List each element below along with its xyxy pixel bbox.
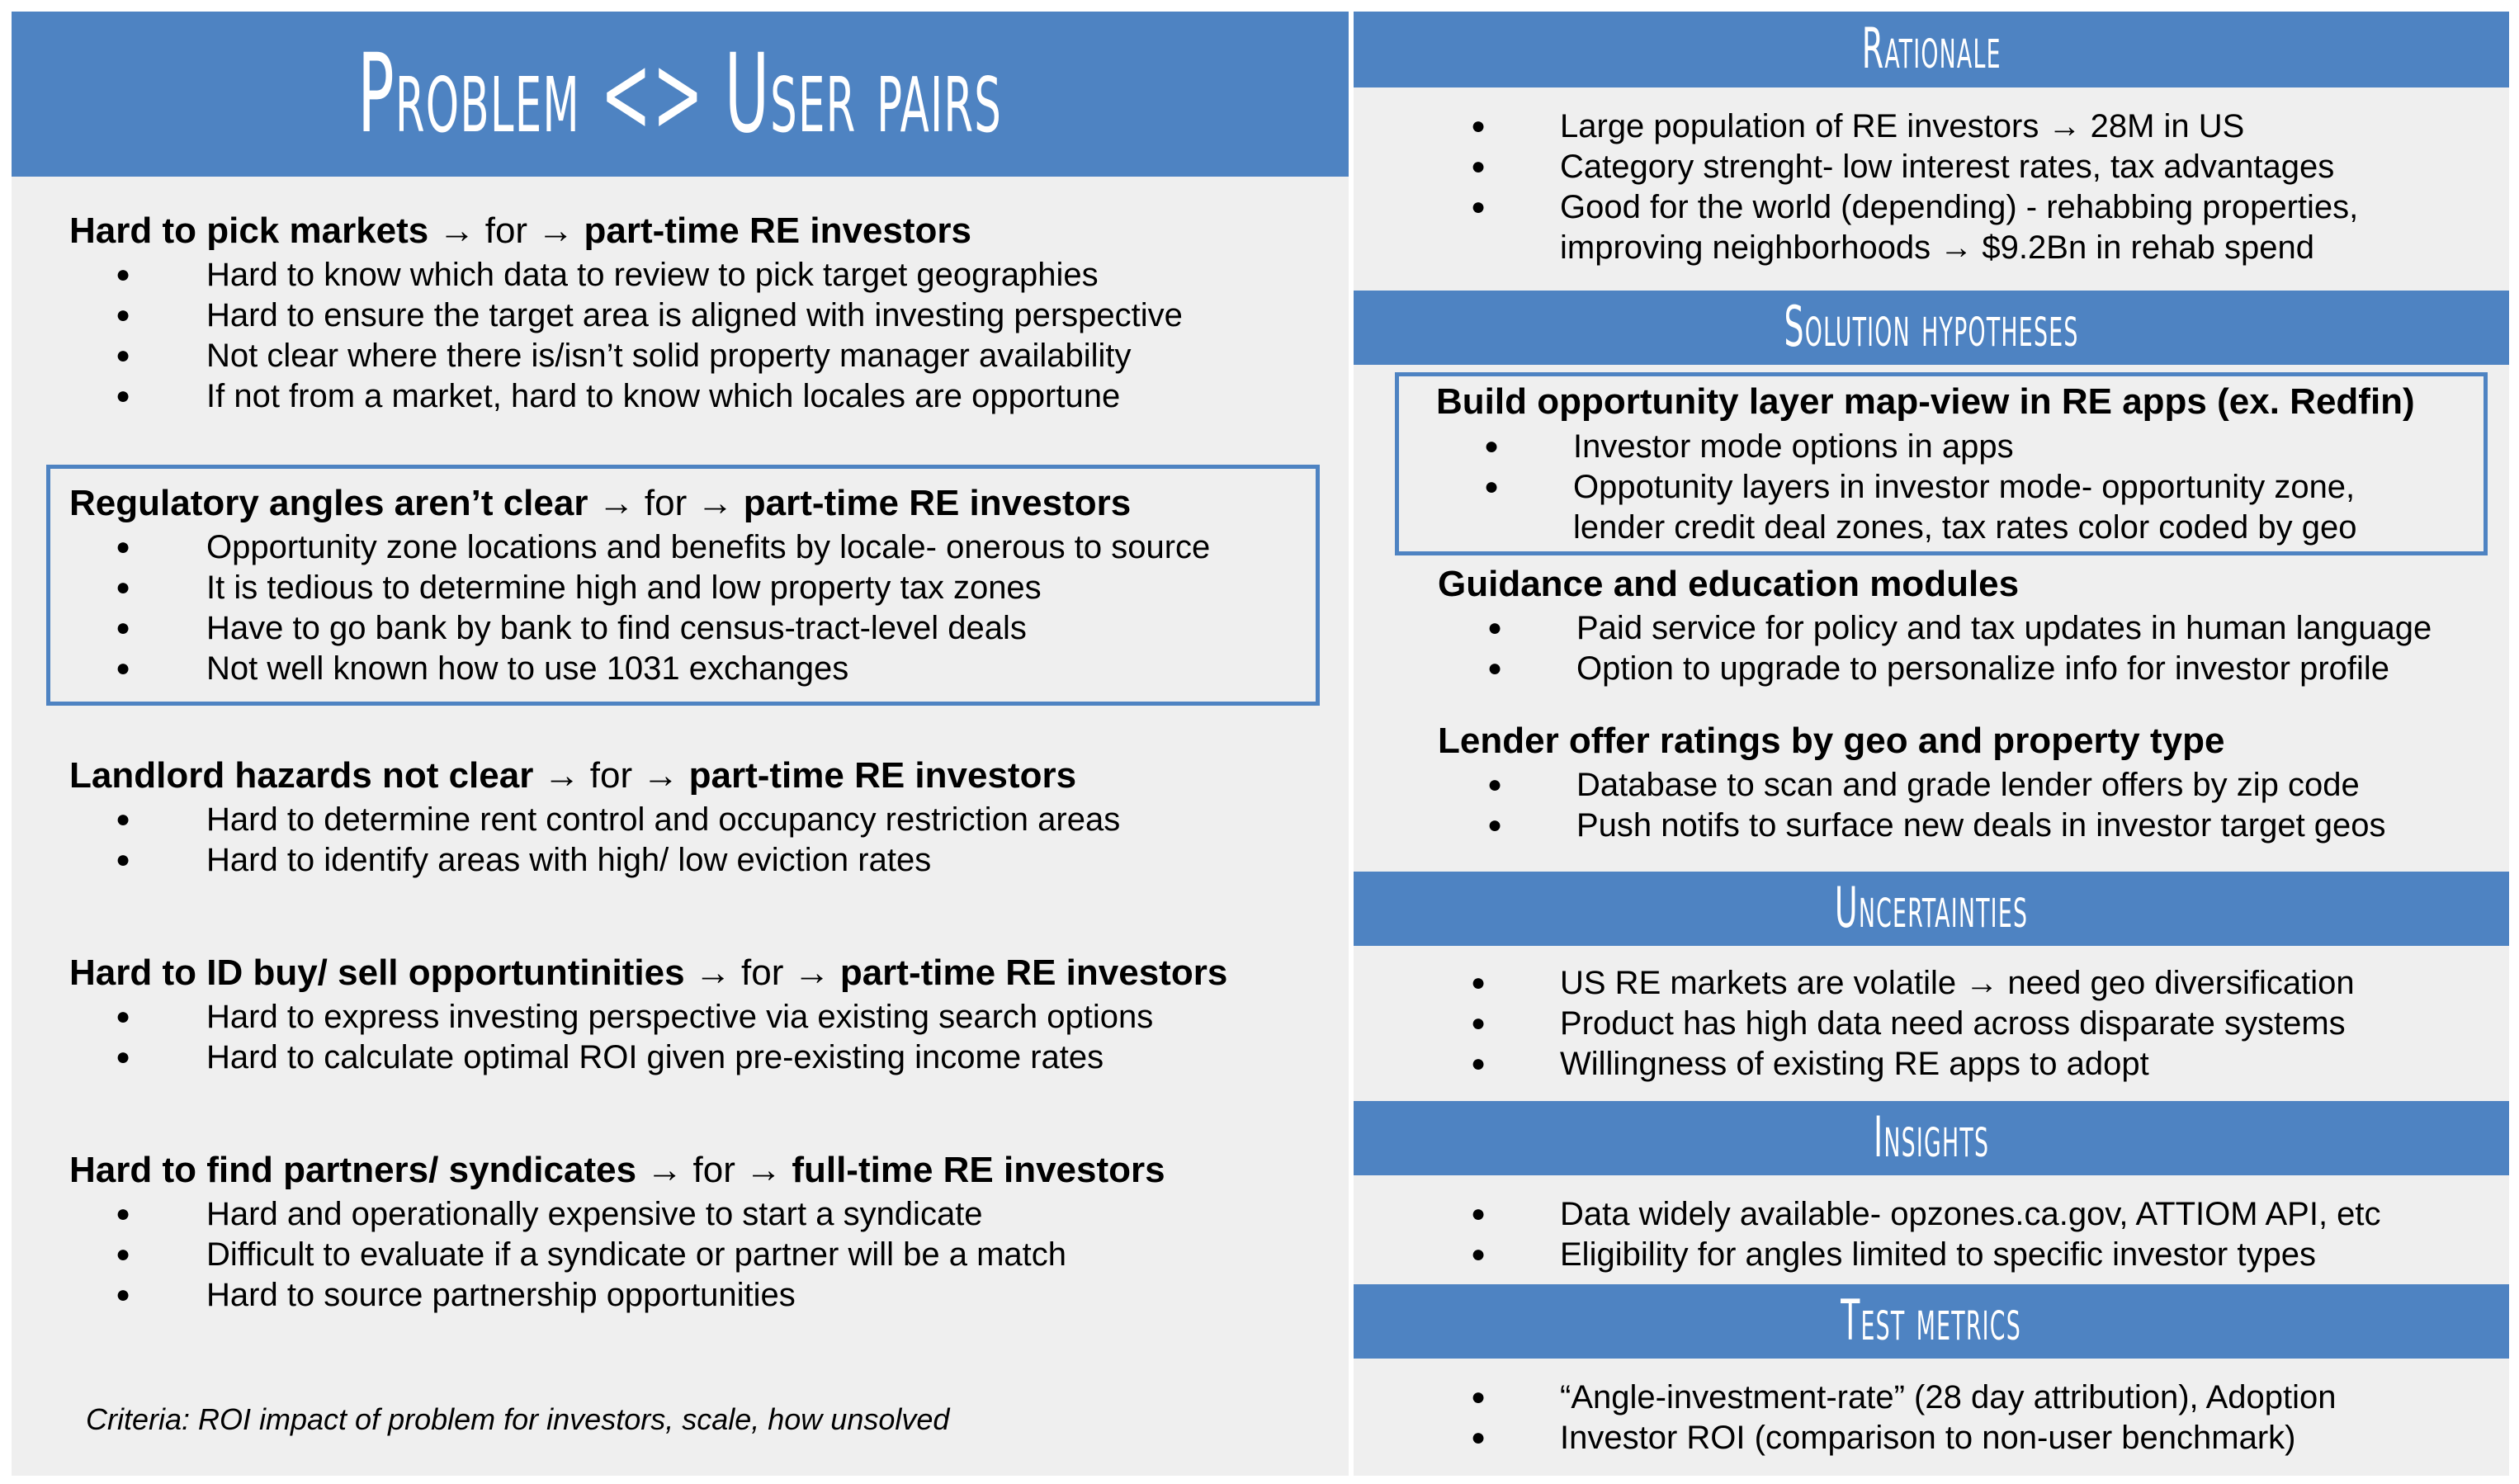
- bullet-icon: ●: [116, 1281, 131, 1308]
- metrics-title: Test metrics: [1841, 1288, 2022, 1354]
- list-item: Product has high data need across disparate systems: [1560, 1005, 2346, 1042]
- list-item: Category strenght- low interest rates, tax advantages: [1560, 149, 2335, 185]
- problem-heading: Landlord hazards not clear → for → part-time RE investors: [69, 755, 1077, 796]
- bullet-icon: ●: [116, 261, 131, 288]
- list-item: If not from a market, hard to know which locales are opportune: [206, 378, 1121, 414]
- bullet-icon: ●: [116, 574, 131, 601]
- list-item: Difficult to evaluate if a syndicate or partner will be a match: [206, 1236, 1066, 1273]
- bullet-icon: ●: [116, 1200, 131, 1227]
- bullet-icon: ●: [116, 806, 131, 833]
- solution-heading: Guidance and education modules: [1438, 564, 2020, 604]
- problem-heading: Hard to pick markets → for → part-time RE investors: [69, 210, 971, 251]
- list-item-continued: improving neighborhoods → $9.2Bn in rehab spend: [1560, 229, 2314, 266]
- bullet-icon: ●: [1471, 153, 1486, 180]
- bullet-icon: ●: [116, 1003, 131, 1030]
- list-item: Have to go bank by bank to find census-tract-level deals: [206, 610, 1027, 646]
- solutions-title: Solution hypotheses: [1784, 295, 2079, 360]
- bullet-icon: ●: [116, 342, 131, 369]
- problem-heading: Hard to ID buy/ sell opportuntinities → for → part-time RE investors: [69, 952, 1228, 993]
- criteria-note: Criteria: ROI impact of problem for investors, scale, how unsolved: [86, 1402, 950, 1436]
- solutions-banner: [1354, 291, 2509, 365]
- bullet-icon: ●: [1471, 1241, 1486, 1268]
- list-item: Push notifs to surface new deals in investor target geos: [1576, 807, 2386, 844]
- bullet-icon: ●: [116, 614, 131, 641]
- list-item: Good for the world (depending) - rehabbing properties,: [1560, 189, 2359, 225]
- problem-heading: Regulatory angles aren’t clear → for → part-time RE investors: [69, 483, 1132, 523]
- uncertainties-banner: [1354, 872, 2509, 946]
- bullet-icon: ●: [116, 1043, 131, 1070]
- list-item: Hard to ensure the target area is aligned with investing perspective: [206, 297, 1183, 333]
- list-item: Oppotunity layers in investor mode- opportunity zone,: [1573, 469, 2356, 505]
- list-item: Willingness of existing RE apps to adopt: [1560, 1046, 2149, 1082]
- list-item: Not clear where there is/isn’t solid property manager availability: [206, 338, 1132, 374]
- bullet-icon: ●: [1471, 969, 1486, 996]
- solution-heading: Lender offer ratings by geo and property type: [1438, 721, 2225, 761]
- bullet-icon: ●: [1471, 1383, 1486, 1411]
- list-item: Database to scan and grade lender offers by zip code: [1576, 767, 2360, 803]
- bullet-icon: ●: [1471, 1050, 1486, 1077]
- bullet-icon: ●: [1471, 1009, 1486, 1037]
- bullet-icon: ●: [116, 846, 131, 873]
- bullet-icon: ●: [1471, 112, 1486, 139]
- bullet-icon: ●: [1487, 811, 1503, 839]
- list-item: Hard and operationally expensive to start a syndicate: [206, 1196, 983, 1232]
- rationale-banner: [1354, 12, 2509, 87]
- list-item: US RE markets are volatile → need geo diversification: [1560, 965, 2355, 1001]
- insights-title: Insights: [1873, 1105, 1990, 1170]
- list-item: Not well known how to use 1031 exchanges: [206, 650, 849, 687]
- list-item: “Angle-investment-rate” (28 day attribution), Adoption: [1560, 1379, 2337, 1415]
- list-item: Hard to source partnership opportunities: [206, 1277, 796, 1313]
- list-item: Hard to determine rent control and occupancy restriction areas: [206, 801, 1121, 838]
- bullet-icon: ●: [1487, 614, 1503, 641]
- list-item: Hard to express investing perspective via existing search options: [206, 999, 1154, 1035]
- bullet-icon: ●: [1471, 1200, 1486, 1227]
- list-item: Investor mode options in apps: [1573, 428, 2014, 465]
- list-item: Opportunity zone locations and benefits by locale- onerous to source: [206, 529, 1211, 565]
- problem-heading: Hard to find partners/ syndicates → for → full-time RE investors: [69, 1150, 1165, 1190]
- bullet-icon: ●: [116, 655, 131, 682]
- uncertainties-title: Uncertainties: [1834, 876, 2029, 941]
- metrics-banner: [1354, 1284, 2509, 1359]
- list-item: Hard to identify areas with high/ low eviction rates: [206, 842, 932, 878]
- rationale-title: Rationale: [1861, 17, 2001, 82]
- list-item: Large population of RE investors → 28M in US: [1560, 108, 2245, 144]
- bullet-icon: ●: [116, 382, 131, 409]
- list-item: Option to upgrade to personalize info for investor profile: [1576, 650, 2390, 687]
- list-item: It is tedious to determine high and low property tax zones: [206, 569, 1042, 606]
- bullet-icon: ●: [116, 301, 131, 328]
- left-title-banner: [12, 12, 1349, 177]
- list-item: Eligibility for angles limited to specific investor types: [1560, 1236, 2316, 1273]
- list-item-continued: lender credit deal zones, tax rates color coded by geo: [1573, 509, 2357, 546]
- bullet-icon: ●: [1471, 193, 1486, 220]
- list-item: Hard to calculate optimal ROI given pre-existing income rates: [206, 1039, 1104, 1075]
- bullet-icon: ●: [116, 1241, 131, 1268]
- bullet-icon: ●: [1471, 1424, 1486, 1451]
- solution-heading: Build opportunity layer map-view in RE apps (ex. Redfin): [1436, 381, 2415, 422]
- bullet-icon: ●: [1487, 655, 1503, 682]
- page-title: Problem <> User pairs: [357, 31, 1003, 158]
- list-item: Investor ROI (comparison to non-user benchmark): [1560, 1420, 2296, 1456]
- list-item: Data widely available- opzones.ca.gov, ATTIOM API, etc: [1560, 1196, 2381, 1232]
- bullet-icon: ●: [1487, 771, 1503, 798]
- bullet-icon: ●: [116, 533, 131, 560]
- insights-banner: [1354, 1101, 2509, 1175]
- bullet-icon: ●: [1484, 473, 1500, 500]
- bullet-icon: ●: [1484, 432, 1500, 460]
- list-item: Paid service for policy and tax updates in human language: [1576, 610, 2432, 646]
- list-item: Hard to know which data to review to pick target geographies: [206, 257, 1099, 293]
